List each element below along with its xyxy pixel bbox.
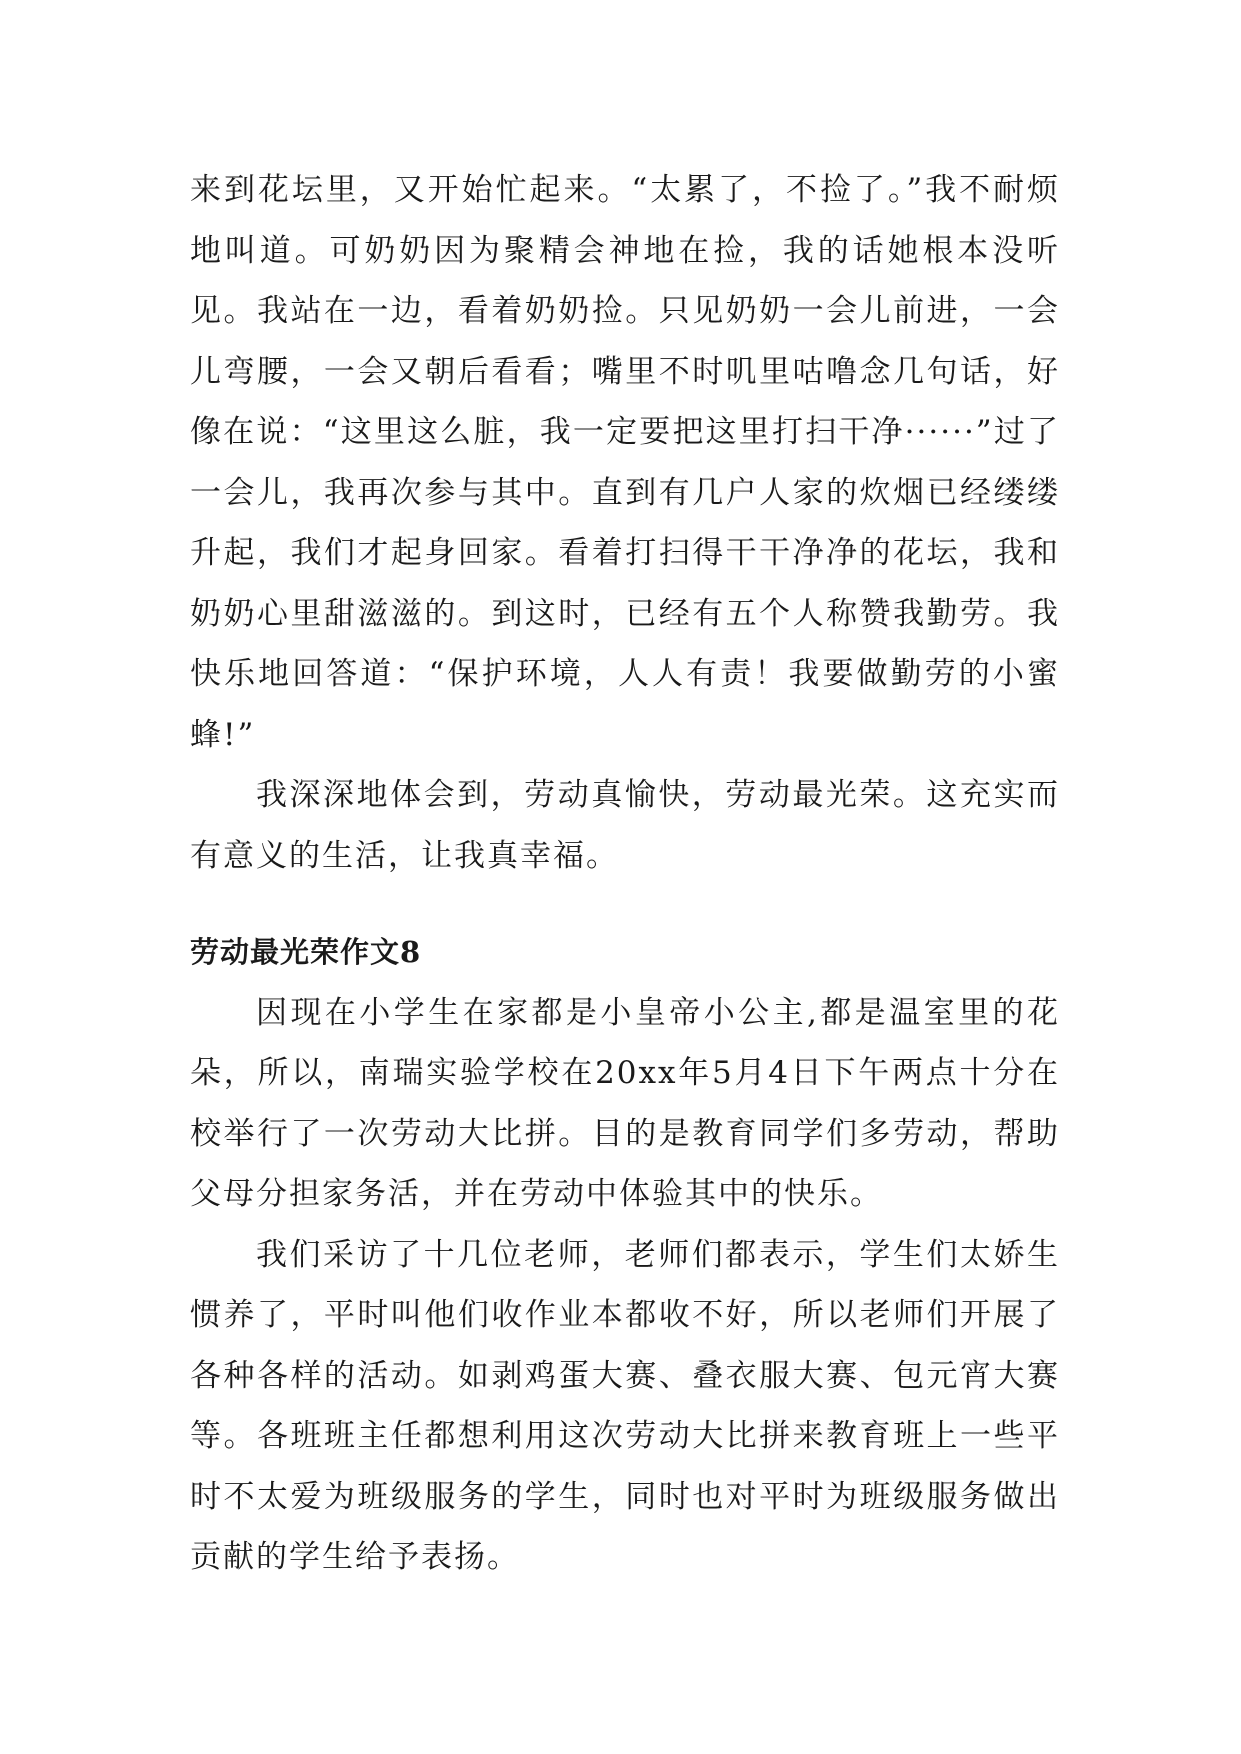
paragraph-reflection: 我深深地体会到，劳动真愉快，劳动最光荣。这充实而有意义的生活，让我真幸福。 bbox=[190, 777, 1060, 874]
paragraph-intro: 因现在小学生在家都是小皇帝小公主,都是温室里的花朵，所以，南瑞实验学校在20xx年5月4日下午两点十分在校举行了一次劳动大比拼。目的是教育同学们多劳动，帮助父母分担家务活，并在劳动中体验其中的快乐。 bbox=[190, 994, 1060, 1212]
essay-continuation bbox=[190, 160, 1060, 886]
paragraph-interview: 我们采访了十几位老师，老师们都表示，学生们太娇生惯养了，平时叫他们收作业本都收不好，所以老师们开展了各种各样的活动。如剥鸡蛋大赛、叠衣服大赛、包元宵大赛等。各班班主任都想利用这次劳动大比拼来教育班上一些平时不太爱为班级服务的学生，同时也对平时为班级服务做出贡献的学生给予表扬。 bbox=[190, 1236, 1060, 1575]
essay-8 bbox=[190, 922, 1060, 1588]
paragraph-grandma-cleaning: 来到花坛里，又开始忙起来。“太累了，不捡了。”我不耐烦地叫道。可奶奶因为聚精会神地在捡，我的话她根本没听见。我站在一边，看着奶奶捡。只见奶奶一会儿前进，一会儿弯腰，一会又朝后看看；嘴里不时叽里咕噜念几句话，好像在说：“这里这么脏，我一定要把这里打扫干净······”过了一会儿，我再次参与其中。直到有几户人家的炊烟已经缕缕升起，我们才起身回家。看着打扫得干干净净的花坛，我和奶奶心里甜滋滋的。到这时，已经有五个人称赞我勤劳。我快乐地回答道：“保护环境，人人有责！我要做勤劳的小蜜蜂!” bbox=[190, 172, 1060, 753]
essay-title: 劳动最光荣作文8 bbox=[190, 935, 422, 969]
